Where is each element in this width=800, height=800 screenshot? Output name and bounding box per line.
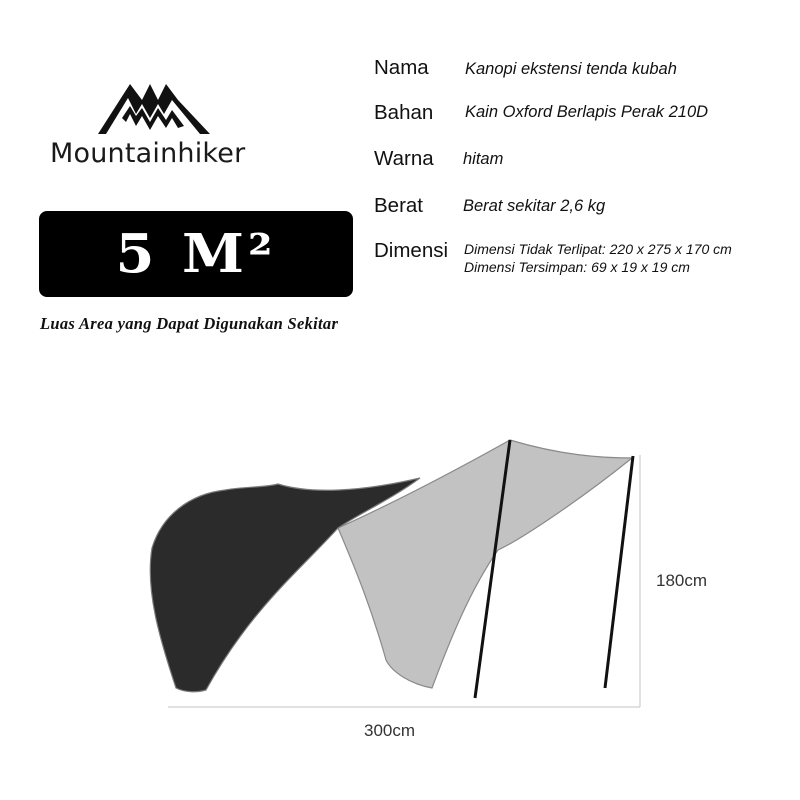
spec-value-warna: hitam bbox=[463, 150, 504, 168]
spec-label-warna: Warna bbox=[374, 147, 434, 170]
spec-label-dimensi: Dimensi bbox=[374, 239, 449, 262]
spec-label-bahan: Bahan bbox=[374, 101, 434, 124]
spec-value-nama: Kanopi ekstensi tenda kubah bbox=[465, 60, 677, 78]
area-caption: Luas Area yang Dapat Digunakan Sekitar bbox=[40, 314, 339, 333]
spec-value-bahan: Kain Oxford Berlapis Perak 210D bbox=[465, 103, 709, 121]
spec-label-nama: Nama bbox=[374, 56, 429, 79]
spec-value-berat: Berat sekitar 2,6 kg bbox=[463, 197, 606, 215]
area-value: 5 M² bbox=[115, 222, 277, 286]
height-label: 180cm bbox=[656, 571, 708, 590]
brand-name: Mountainhiker bbox=[50, 138, 246, 169]
spec-value-dimensi-unfolded: Dimensi Tidak Terlipat: 220 x 275 x 170 cm bbox=[464, 241, 732, 257]
width-label: 300cm bbox=[364, 721, 416, 740]
pole-back bbox=[605, 456, 633, 688]
spec-label-berat: Berat bbox=[374, 194, 423, 217]
canopy-light-panel bbox=[338, 440, 632, 688]
spec-value-dimensi-stored: Dimensi Tersimpan: 69 x 19 x 19 cm bbox=[464, 259, 690, 275]
